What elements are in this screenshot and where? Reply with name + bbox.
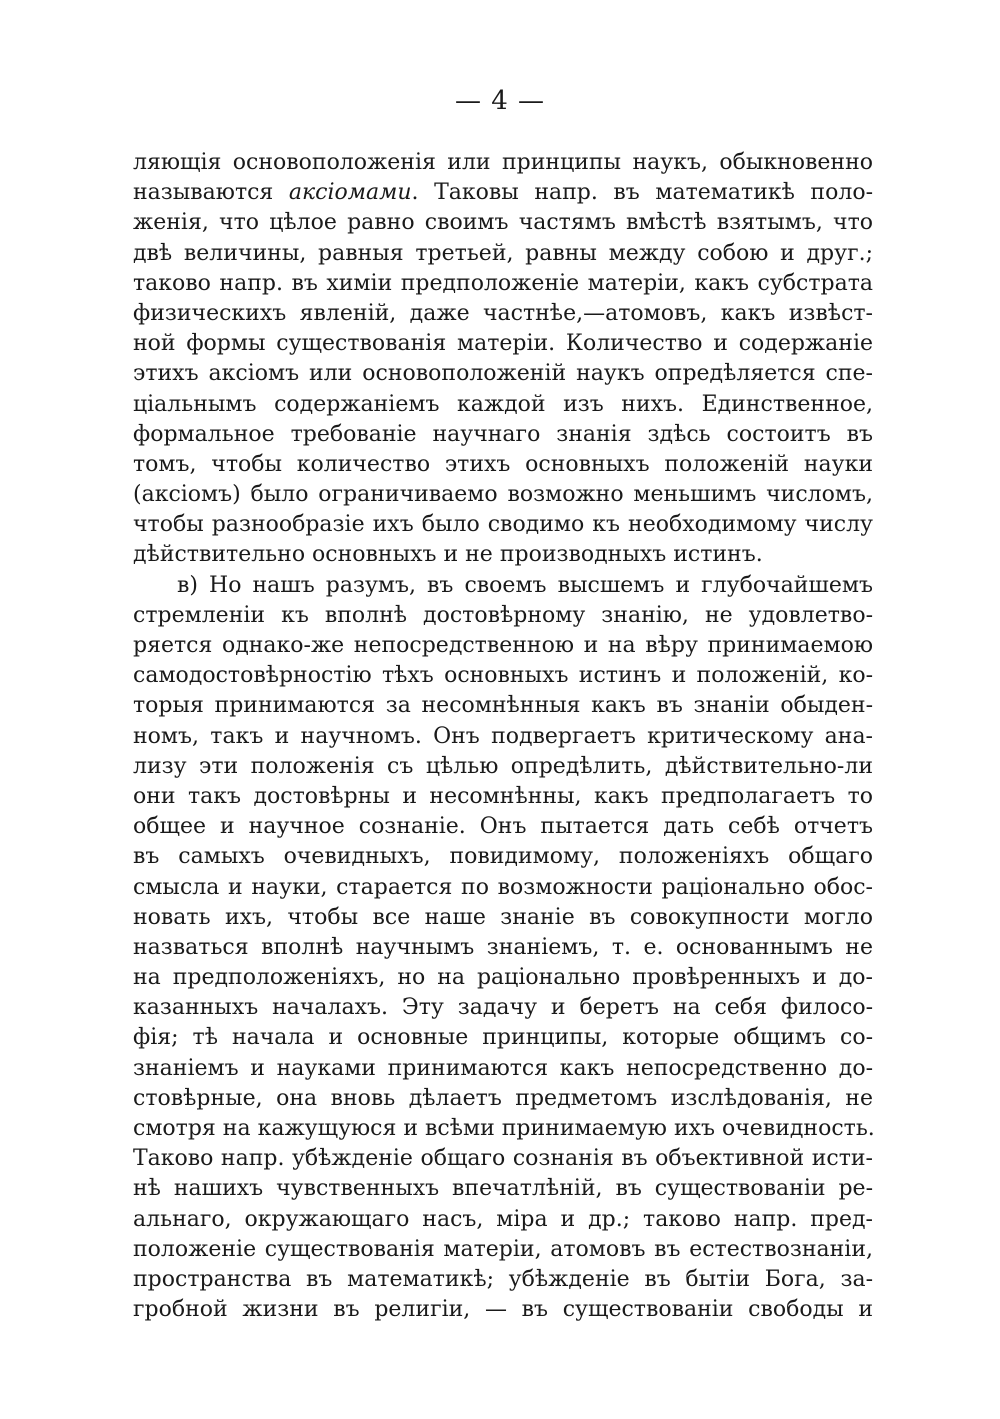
text-line: назваться вполнѣ научнымъ знаніемъ, т. е. основаннымъ не bbox=[133, 934, 873, 960]
text-line: они такъ достовѣрны и несомнѣнны, какъ предполагаетъ то bbox=[133, 783, 873, 809]
text-line: томъ, чтобы количество этихъ основныхъ положеній науки bbox=[133, 451, 873, 477]
page-body-text bbox=[133, 148, 873, 1325]
emphasized-term-axioms: аксіомами bbox=[288, 180, 412, 206]
text-line: (аксіомъ) было ограничиваемо возможно меньшимъ числомъ, bbox=[133, 482, 873, 508]
text-line: физическихъ явленій, даже частнѣе,—атомовъ, какъ извѣст- bbox=[133, 300, 873, 326]
text-line: ціальнымъ содержаніемъ каждой изъ нихъ. Единственное, bbox=[133, 391, 873, 417]
text-line: этихъ аксіомъ или основоположеній наукъ опредѣляется спе- bbox=[133, 361, 873, 387]
text-line: самодостовѣрностію тѣхъ основныхъ истинъ и положеній, ко- bbox=[133, 663, 873, 689]
text-line: стремленіи къ вполнѣ достовѣрному знанію, не удовлетво- bbox=[133, 602, 873, 628]
text-line: ряется однако-же непосредственною и на вѣру принимаемою bbox=[133, 633, 873, 658]
text-line: женія, что цѣлое равно своимъ частямъ вмѣстѣ взятымъ, что bbox=[133, 210, 873, 236]
text-line: двѣ величины, равныя третьей, равны между собою и друг.; bbox=[133, 240, 873, 266]
text-line: номъ, такъ и научномъ. Онъ подвергаетъ критическому ана- bbox=[133, 723, 873, 749]
text-line: новать ихъ, чтобы все наше знаніе въ совокупности могло bbox=[133, 904, 873, 930]
text-line bbox=[133, 178, 873, 208]
text-line: казанныхъ началахъ. Эту задачу и беретъ на себя филосо- bbox=[133, 995, 873, 1021]
text-line: в) Но нашъ разумъ, въ своемъ высшемъ и глубочайшемъ bbox=[177, 572, 873, 598]
text-line: нѣ нашихъ чувственныхъ впечатлѣній, въ существованіи ре- bbox=[133, 1176, 873, 1202]
text-line: торыя принимаются за несомнѣнныя какъ въ знаніи обыден- bbox=[133, 693, 873, 719]
text-line: альнаго, окружающаго насъ, міра и др.; таково напр. пред- bbox=[133, 1206, 873, 1232]
text-fragment: . Таковы напр. въ математикѣ поло- bbox=[411, 180, 873, 206]
text-line: въ самыхъ очевидныхъ, повидимому, положеніяхъ общаго bbox=[133, 844, 873, 870]
paragraph-axioms bbox=[133, 148, 873, 571]
text-line: стовѣрные, она вновь дѣлаетъ предметомъ изслѣдованія, не bbox=[133, 1085, 873, 1111]
text-line: положеніе существованія матеріи, атомовъ въ естествознаніи, bbox=[133, 1236, 873, 1262]
text-line: фія; тѣ начала и основные принципы, которые общимъ со- bbox=[133, 1025, 873, 1051]
text-line: лизу эти положенія съ цѣлью опредѣлить, дѣйствительно-ли bbox=[133, 753, 873, 779]
text-fragment: называются bbox=[133, 180, 274, 206]
paragraph-philosophy bbox=[133, 571, 873, 1326]
text-line: ной формы существованія матеріи. Количество и содержаніе bbox=[133, 331, 873, 357]
text-line: на предположеніяхъ, но на раціонально провѣренныхъ и до- bbox=[133, 965, 873, 991]
text-line: смысла и науки, старается по возможности раціонально обос- bbox=[133, 874, 873, 900]
text-line: таково напр. въ химіи предположеніе матеріи, какъ субстрата bbox=[133, 270, 873, 296]
text-line: пространства въ математикѣ; убѣжденіе въ бытіи Бога, за- bbox=[133, 1266, 873, 1292]
text-line: Таково напр. убѣжденіе общаго сознанія въ объективной исти- bbox=[133, 1146, 873, 1172]
text-line: смотря на кажущуюся и всѣми принимаемую ихъ очевидность. bbox=[133, 1116, 875, 1141]
text-line: ляющія основоположенія или принципы наукъ, обыкновенно bbox=[133, 150, 873, 175]
text-line: знаніемъ и науками принимаются какъ непосредственно до- bbox=[133, 1055, 873, 1081]
text-line: гробной жизни въ религіи, — въ существованіи свободы и bbox=[133, 1297, 873, 1323]
text-line: чтобы разнообразіе ихъ было сводимо къ необходимому числу bbox=[133, 512, 873, 538]
page-number: — 4 — bbox=[454, 86, 546, 116]
text-line: формальное требованіе научнаго знанія здѣсь состоитъ въ bbox=[133, 421, 873, 447]
text-line: общее и научное сознаніе. Онъ пытается дать себѣ отчетъ bbox=[133, 814, 873, 840]
text-line: дѣйствительно основныхъ и не производныхъ истинъ. bbox=[133, 542, 763, 568]
